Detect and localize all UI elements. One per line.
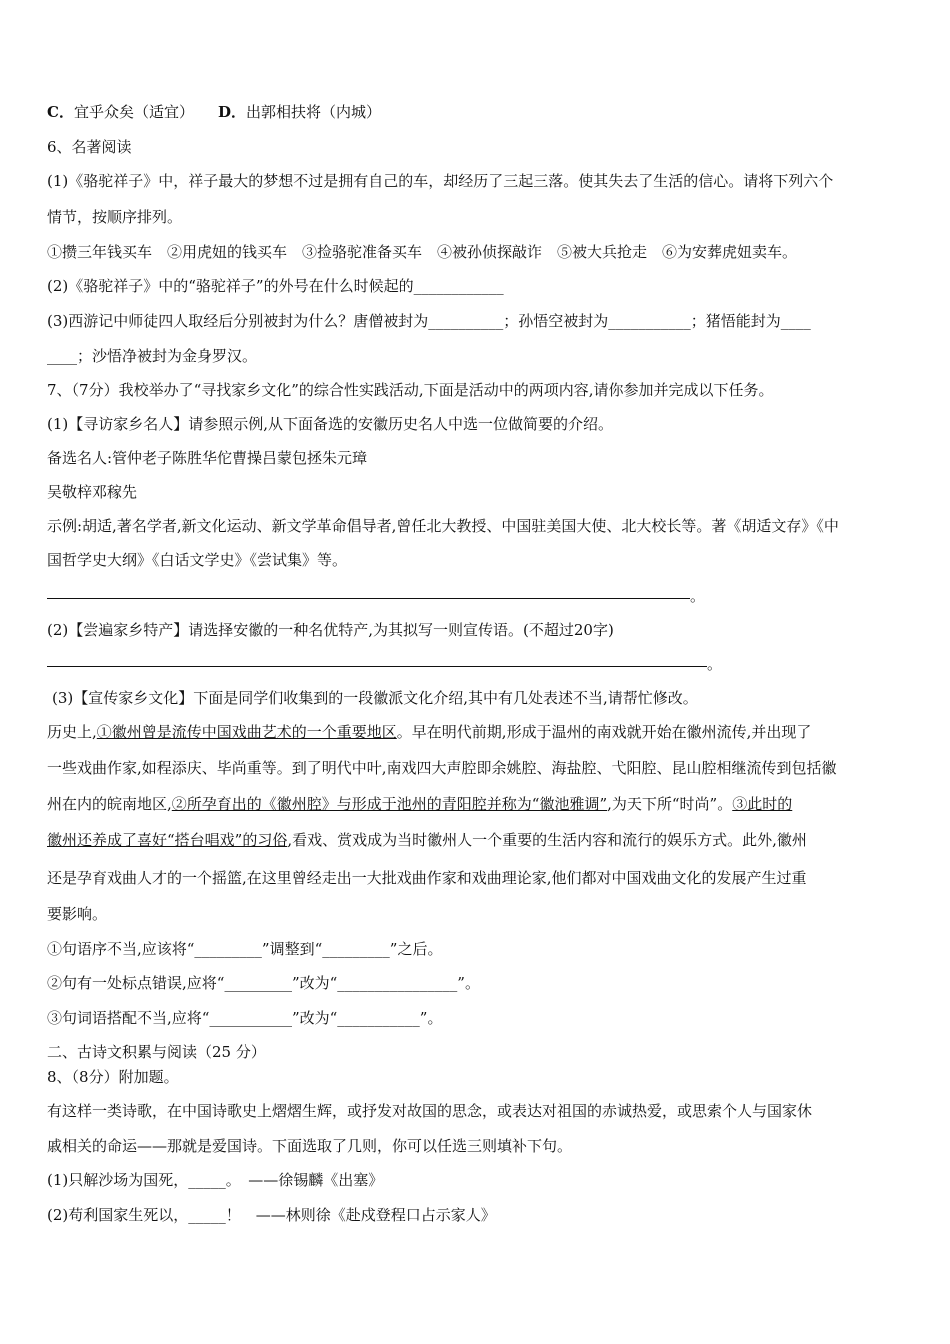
- option-c-text: 宜乎众矣（适宜）: [73, 103, 194, 121]
- answer-line-2-period: 。: [707, 655, 723, 673]
- q7-candidates-2: 吴敬梓邓稼先: [47, 483, 138, 501]
- q8-intro-1: 有这样一类诗歌，在中国诗歌史上熠熠生辉，或抒发对故国的思念，或表达对祖国的赤诚热爱，或思索个人与国家休: [47, 1102, 813, 1120]
- q7-candidates-1: 备选名人:管仲老子陈胜华佗曹操吕蒙包拯朱元璋: [47, 449, 368, 467]
- q7-p3-heading: (3)【宣传家乡文化】下面是同学们收集到的一段徽派文化介绍,其中有几处表述不当,请帮忙修改。: [52, 689, 698, 707]
- q8-intro-2: 戚相关的命运——那就是爱国诗。下面选取了几则，你可以任选三则填补下句。: [47, 1137, 573, 1155]
- answer-line-1-period: 。: [690, 587, 706, 605]
- q6-p1-line2: 情节，按顺序排列。: [47, 208, 183, 226]
- q7-example-2: 国哲学史大纲》《白话文学史》《尝试集》等。: [47, 551, 348, 569]
- passage-line-5: 还是孕育戏曲人才的一个摇篮,在这里曾经走出一大批戏曲作家和戏曲理论家,他们都对中国戏曲文化的发展产生过重: [47, 869, 807, 887]
- q7-p2: (2)【尝遍家乡特产】请选择安徽的一种名优特产,为其拟写一则宣传语。(不超过20字): [47, 621, 614, 639]
- passage-3c: ,为天下所“时尚”。: [607, 795, 733, 813]
- sentence-1-underlined: ①徽州曾是流传中国戏曲艺术的一个重要地区: [96, 723, 397, 741]
- option-d-text: 出郭相扶将（内城）: [245, 103, 381, 121]
- q7-p1: (1)【寻访家乡名人】请参照示例,从下面备选的安徽历史名人中选一位做简要的介绍。: [47, 415, 614, 433]
- q7-example-1: 示例:胡适,著名学者,新文化运动、新文学革命倡导者,曾任北大教授、中国驻美国大使、北大校长等。著《胡适文存》《中: [47, 517, 839, 535]
- passage-1c: 。早在明代前期,形成于温州的南戏就开始在徽州流传,并出现了: [396, 723, 812, 741]
- passage-line-2: 一些戏曲作家,如程添庆、毕尚重等。到了明代中叶,南戏四大声腔即余姚腔、海盐腔、弋阳腔、昆山腔相继流传到包括徽: [47, 759, 837, 777]
- q6-p3-line1: (3)西游记中师徒四人取经后分别被封为什么？唐僧被封为__________；孙悟空被封为___________；猪悟能封为____: [47, 312, 811, 330]
- q8-heading: 8、（8分）附加题。: [47, 1068, 179, 1086]
- q6-p3-line2: ____；沙悟净被封为金身罗汉。: [47, 347, 258, 365]
- passage-line-3: [47, 794, 792, 814]
- passage-3a: 州在内的皖南地区,: [47, 795, 172, 813]
- q6-p1-line1: (1)《骆驼祥子》中，祥子最大的梦想不过是拥有自己的车，却经历了三起三落。使其失去了生活的信心。请将下列六个: [47, 172, 834, 190]
- passage-line-1: [47, 722, 811, 742]
- passage-4b: ,看戏、赏戏成为当时徽州人一个重要的生活内容和流行的娱乐方式。此外,徽州: [287, 831, 807, 849]
- q8-item-2: (2)苟利国家生死以，_____！ ——林则徐《赴戍登程口占示家人》: [47, 1206, 496, 1224]
- sentence-2-underlined: ②所孕育出的《徽州腔》与形成于池州的青阳腔并称为“徽池雅调”: [171, 795, 608, 813]
- passage-line-4: [47, 830, 807, 850]
- q5-options-line: [47, 102, 381, 122]
- task-1: ①句语序不当,应该将“_________”调整到“_________”之后。: [47, 940, 443, 958]
- section-2-heading: 二、古诗文积累与阅读（25 分）: [47, 1043, 266, 1061]
- q6-p1-items: ①攒三年钱买车 ②用虎妞的钱买车 ③捡骆驼准备买车 ④被孙侦探敲诈 ⑤被大兵抢走 ⑥为安葬虎妞卖车。: [47, 243, 798, 261]
- q6-heading: 6、名著阅读: [47, 138, 132, 156]
- answer-line-2[interactable]: [47, 666, 707, 667]
- sentence-3-end-underlined: 徽州还养成了喜好“搭台唱戏”的习俗: [47, 831, 288, 849]
- task-2: ②句有一处标点错误,应将“_________”改为“________________”。: [47, 974, 480, 992]
- q8-item-1: (1)只解沙场为国死，_____。 ——徐锡麟《出塞》: [47, 1171, 384, 1189]
- task-3: ③句词语搭配不当,应将“___________”改为“___________”。: [47, 1009, 443, 1027]
- sentence-3-start-underlined: ③此时的: [732, 795, 793, 813]
- option-c-label: C．: [47, 103, 74, 121]
- option-d-label: D．: [217, 103, 246, 121]
- passage-1a: 历史上,: [47, 723, 97, 741]
- q6-p2: (2)《骆驼祥子》中的“骆驼祥子”的外号在什么时候起的____________: [47, 277, 504, 295]
- passage-line-6: 要影响。: [47, 905, 108, 923]
- q7-heading: 7、（7分）我校举办了“寻找家乡文化”的综合性实践活动,下面是活动中的两项内容,请你参加并完成以下任务。: [47, 381, 774, 399]
- answer-line-1[interactable]: [47, 598, 690, 599]
